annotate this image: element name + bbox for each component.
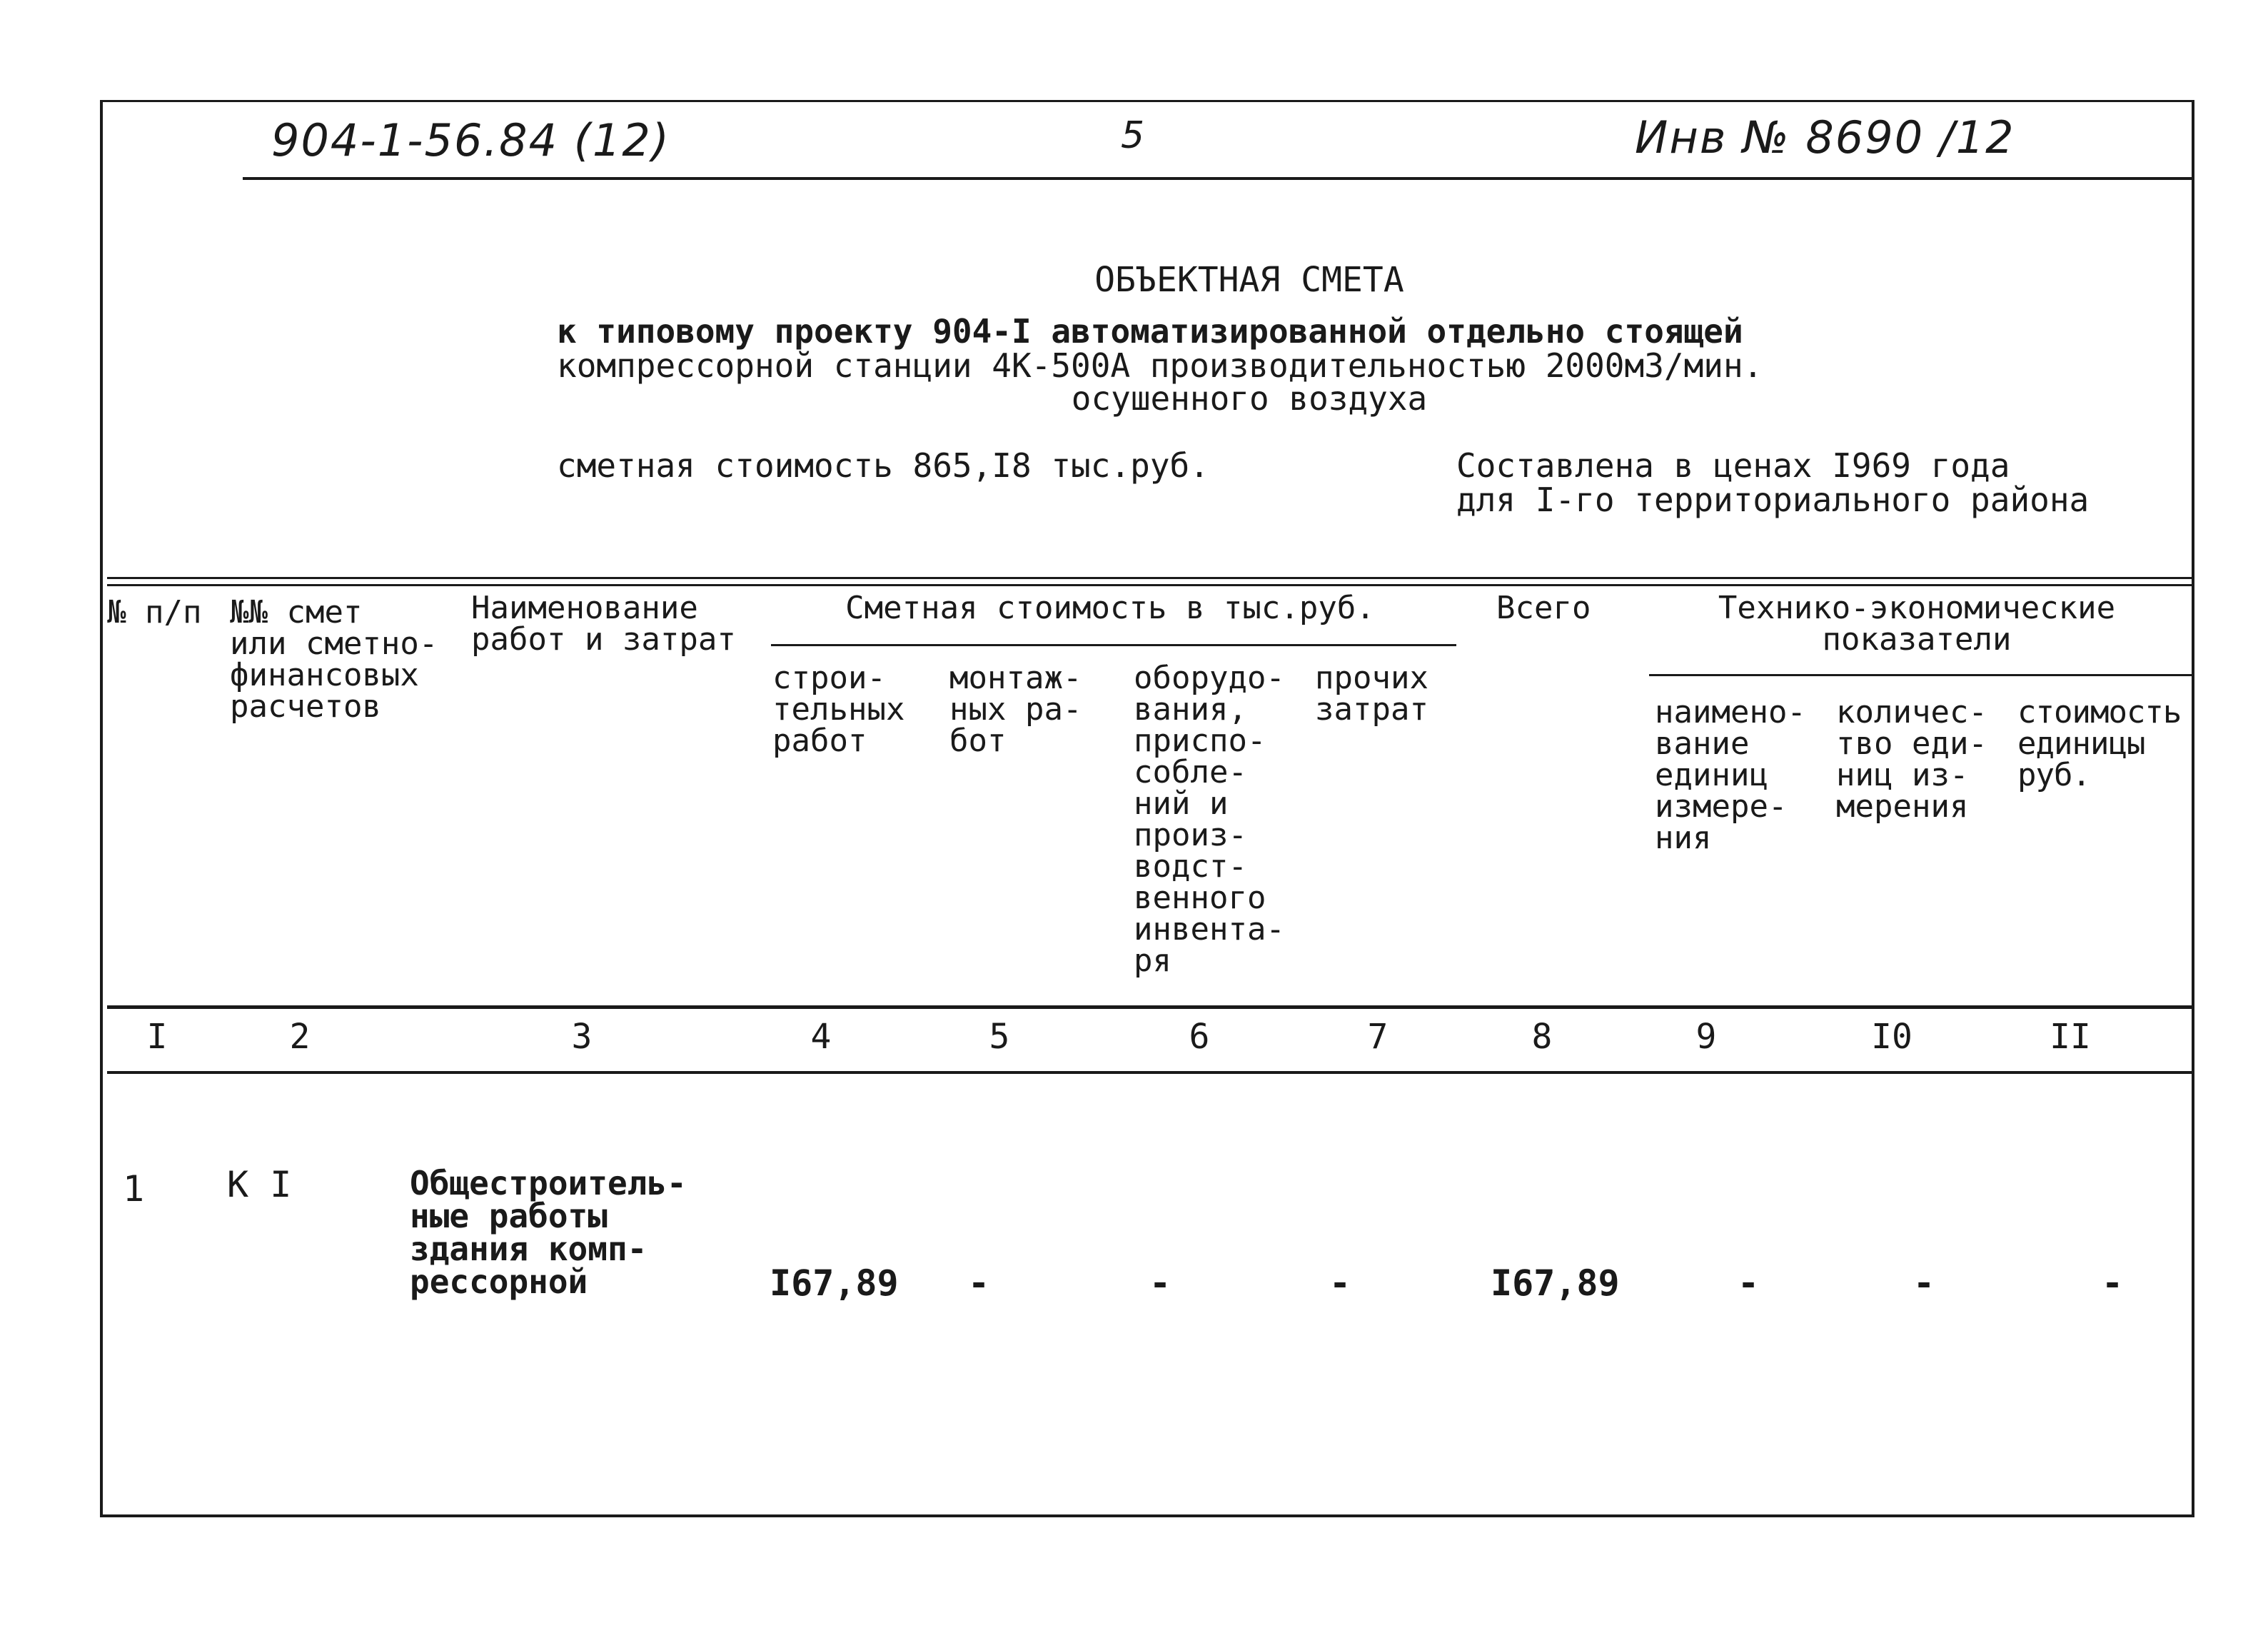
column-number-5: 5 bbox=[989, 1017, 1010, 1057]
column-number-2: 2 bbox=[289, 1017, 311, 1057]
header-equipment: оборудо- вания, приспо- собле- ний и произ- водст- венного инвента- ря bbox=[1134, 660, 1285, 979]
header-other-costs: прочих затрат bbox=[1315, 660, 1428, 728]
header-estimate-number: №№ смет или сметно- финансовых расчетов bbox=[230, 594, 438, 725]
column-number-8: 8 bbox=[1531, 1017, 1553, 1057]
column-number-9: 9 bbox=[1695, 1017, 1717, 1057]
row-1-construction: I67,89 bbox=[770, 1262, 899, 1304]
column-number-6: 6 bbox=[1189, 1017, 1210, 1057]
cost-group-rule bbox=[771, 644, 1456, 646]
page-number: 5 bbox=[1121, 114, 1146, 157]
title-line-1: к типовому проекту 904-I автоматизированной отдельно стоящей bbox=[557, 312, 1743, 351]
column-numbers-bottom-rule bbox=[107, 1071, 2194, 1074]
header-tech-econ-group: Технико-экономические показатели bbox=[1718, 590, 2116, 658]
header-work-name: Наименование работ и затрат bbox=[471, 590, 736, 658]
document-code: 904-1-56.84 (12) bbox=[271, 114, 670, 166]
table-top-rule bbox=[107, 577, 2194, 579]
column-number-1: I bbox=[146, 1017, 168, 1057]
row-1-other: - bbox=[1329, 1262, 1351, 1304]
row-1-estimate-number: К I bbox=[227, 1164, 292, 1205]
estimated-cost: сметная стоимость 865,I8 тыс.руб. bbox=[557, 446, 1209, 485]
column-number-3: 3 bbox=[571, 1017, 593, 1057]
title-line-2: компрессорной станции 4К-500А производительностью 2000м3/мин. bbox=[557, 346, 1763, 385]
price-basis-line-2: для I-го территориального района bbox=[1456, 481, 2090, 519]
header-construction-works: строи- тельных работ bbox=[772, 660, 905, 759]
document-heading: ОБЪЕКТНАЯ СМЕТА bbox=[1094, 260, 1404, 300]
table-top-rule-2 bbox=[107, 584, 2194, 586]
column-number-10: I0 bbox=[1871, 1017, 1912, 1057]
inventory-number: Инв № 8690 /12 bbox=[1635, 111, 2015, 164]
header-unit-quantity: количес- тво еди- ниц из- мерения bbox=[1836, 694, 1987, 825]
header-bottom-rule bbox=[107, 1005, 2194, 1009]
row-1-equipment: - bbox=[1149, 1262, 1171, 1304]
price-basis-line-1: Составлена в ценах I969 года bbox=[1456, 446, 2010, 485]
column-number-4: 4 bbox=[810, 1017, 832, 1057]
header-rule bbox=[243, 177, 2194, 180]
tech-group-rule bbox=[1649, 674, 2194, 676]
title-line-3: осушенного воздуха bbox=[1071, 379, 1428, 418]
header-estimated-cost-group: Сметная стоимость в тыс.руб. bbox=[845, 590, 1375, 626]
row-1-number: 1 bbox=[123, 1168, 145, 1210]
row-1-unit-quantity: - bbox=[1913, 1262, 1935, 1304]
header-unit-cost: стоимость единицы руб. bbox=[2017, 694, 2182, 793]
column-number-7: 7 bbox=[1367, 1017, 1388, 1057]
row-1-installation: - bbox=[968, 1262, 990, 1304]
row-1-unit-cost: - bbox=[2102, 1262, 2124, 1304]
row-1-work-name: Общестроитель- ные работы здания комп- рессорной bbox=[410, 1164, 687, 1301]
column-number-11: II bbox=[2050, 1017, 2091, 1057]
header-installation-works: монтаж- ных ра- бот bbox=[949, 660, 1082, 759]
header-total: Всего bbox=[1496, 590, 1591, 626]
header-unit-name: наимено- вание единиц измере- ния bbox=[1655, 694, 1806, 856]
row-1-total: I67,89 bbox=[1491, 1262, 1620, 1304]
row-1-unit-name: - bbox=[1738, 1262, 1760, 1304]
header-row-number: № п/п bbox=[107, 594, 202, 630]
